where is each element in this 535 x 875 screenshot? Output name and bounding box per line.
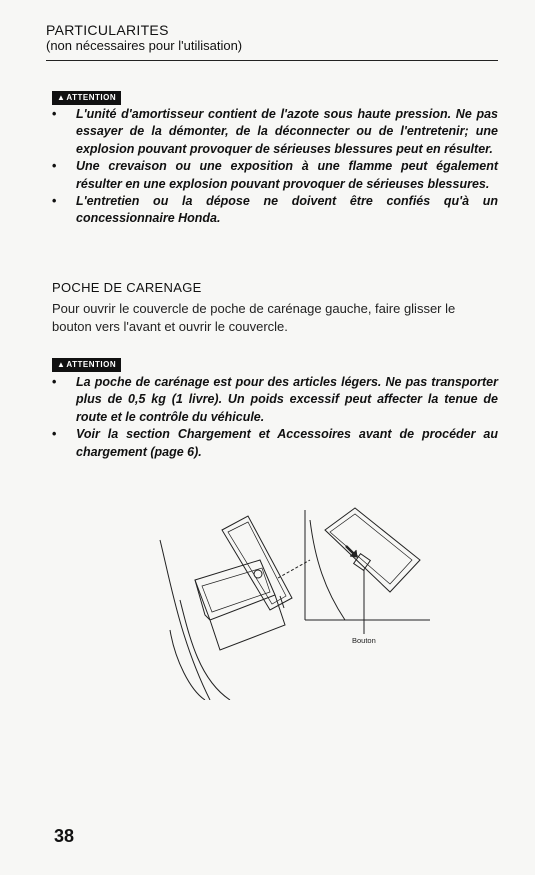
warning-list: [52, 374, 498, 461]
warning-item: • Voir la section Chargement et Accessoires avant de procéder au chargement (page 6).: [52, 426, 498, 461]
warning-item: • L'entretien ou la dépose ne doivent être confiés qu'à un concessionnaire Honda.: [52, 193, 498, 228]
page-number: 38: [54, 826, 75, 846]
figure-label-bouton: Bouton: [352, 636, 376, 645]
page-header: [46, 22, 498, 54]
attention-label: ATTENTION: [66, 360, 117, 369]
warning-triangle-icon: ▲: [57, 360, 66, 369]
attention-badge: [52, 91, 121, 105]
section-paragraph: Pour ouvrir le couvercle de poche de carénage gauche, faire glisser le bouton vers l'avant et ouvrir le couvercle.: [52, 301, 456, 334]
warning-item: • La poche de carénage est pour des articles légers. Ne pas transporter plus de 0,5 kg (1 livre). Un poids excessif peut affecter la tenue de route et le contrôle du véhicule.: [52, 374, 498, 426]
page-title: PARTICULARITES: [46, 22, 169, 38]
warning-list: [52, 106, 498, 228]
page-subtitle: (non nécessaires pour l'utilisation): [46, 38, 243, 53]
attention-badge: [52, 358, 121, 372]
section-heading: POCHE DE CARENAGE: [52, 280, 202, 295]
warning-item: • L'unité d'amortisseur contient de l'azote sous haute pression. Ne pas essayer de la démonter, de la déconnecter ou de l'entretenir; une explosion pouvant provoquer de sérieuses blessures peut en résulter.: [52, 106, 498, 158]
warning-triangle-icon: ▲: [57, 93, 66, 102]
fairing-pocket-illustration: [150, 500, 450, 700]
warning-item: • Une crevaison ou une exposition à une flamme peut également résulter en une explosion pouvant provoquer de sérieuses blessures.: [52, 158, 498, 193]
attention-label: ATTENTION: [66, 93, 117, 102]
header-divider: [46, 60, 498, 61]
